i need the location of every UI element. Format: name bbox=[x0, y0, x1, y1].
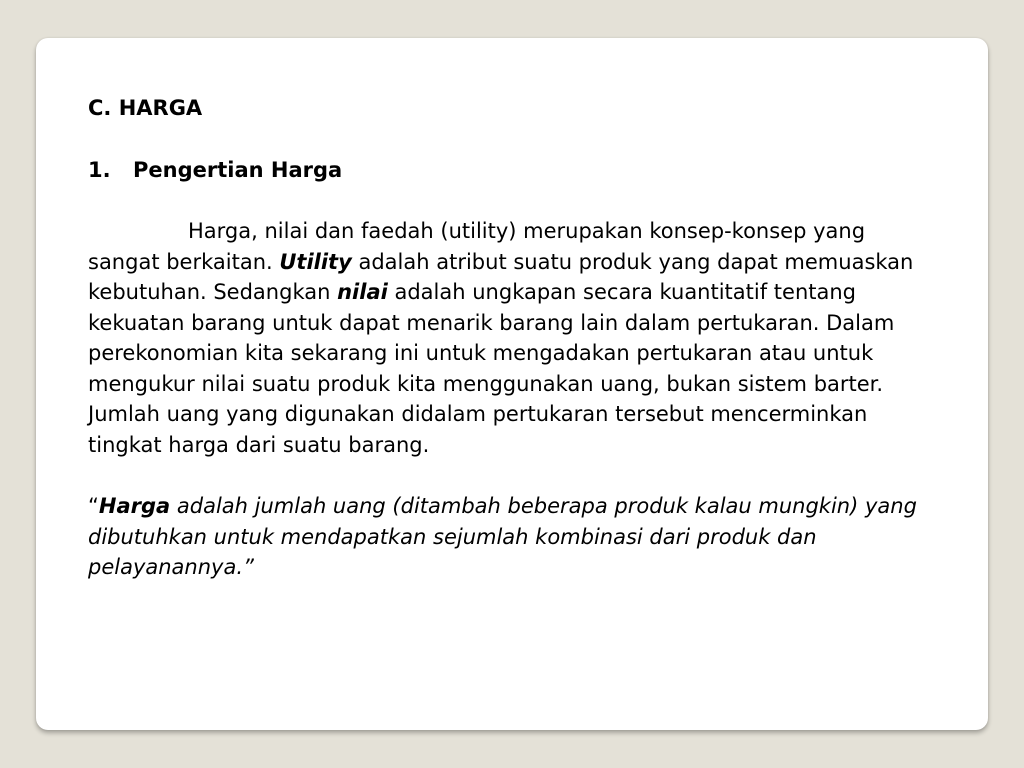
slide-card bbox=[36, 38, 988, 730]
section-heading: C. HARGA bbox=[88, 96, 203, 120]
term-nilai: nilai bbox=[337, 280, 388, 304]
quote-text: adalah jumlah uang (ditambah beberapa produk kalau mungkin) yang dibutuhkan untuk mendapatkan sejumlah kombinasi dari produk dan pelayanannya.” bbox=[88, 494, 917, 579]
definition-paragraph bbox=[88, 216, 918, 460]
definition-quote bbox=[88, 491, 918, 583]
term-utility: Utility bbox=[279, 249, 352, 274]
paragraph-text-3: adalah ungkapan secara kuantitatif tentang kekuatan barang untuk dapat menarik barang lain dalam pertukaran. Dalam perekonomian kita sekarang ini untuk mengadakan pertukaran atau untuk mengukur nilai suatu produk kita menggunakan uang, bukan sistem barter. Jumlah uang yang digunakan didalam pertukaran tersebut mencerminkan tingkat harga dari suatu barang. bbox=[88, 280, 895, 457]
paragraph-text-2: adalah atribut suatu produk yang dapat memuaskan kebutuhan. Sedangkan bbox=[88, 249, 914, 304]
subheading-title: Pengertian Harga bbox=[133, 157, 343, 182]
paragraph-text-1: Harga, nilai dan faedah (utility) merupakan konsep-konsep yang sangat berkaitan. bbox=[88, 219, 866, 274]
term-harga: Harga bbox=[98, 494, 171, 518]
slide-content bbox=[88, 93, 918, 583]
quote-open-mark: “ bbox=[88, 494, 99, 518]
subheading-number: 1. bbox=[88, 157, 111, 182]
subheading bbox=[88, 155, 918, 186]
